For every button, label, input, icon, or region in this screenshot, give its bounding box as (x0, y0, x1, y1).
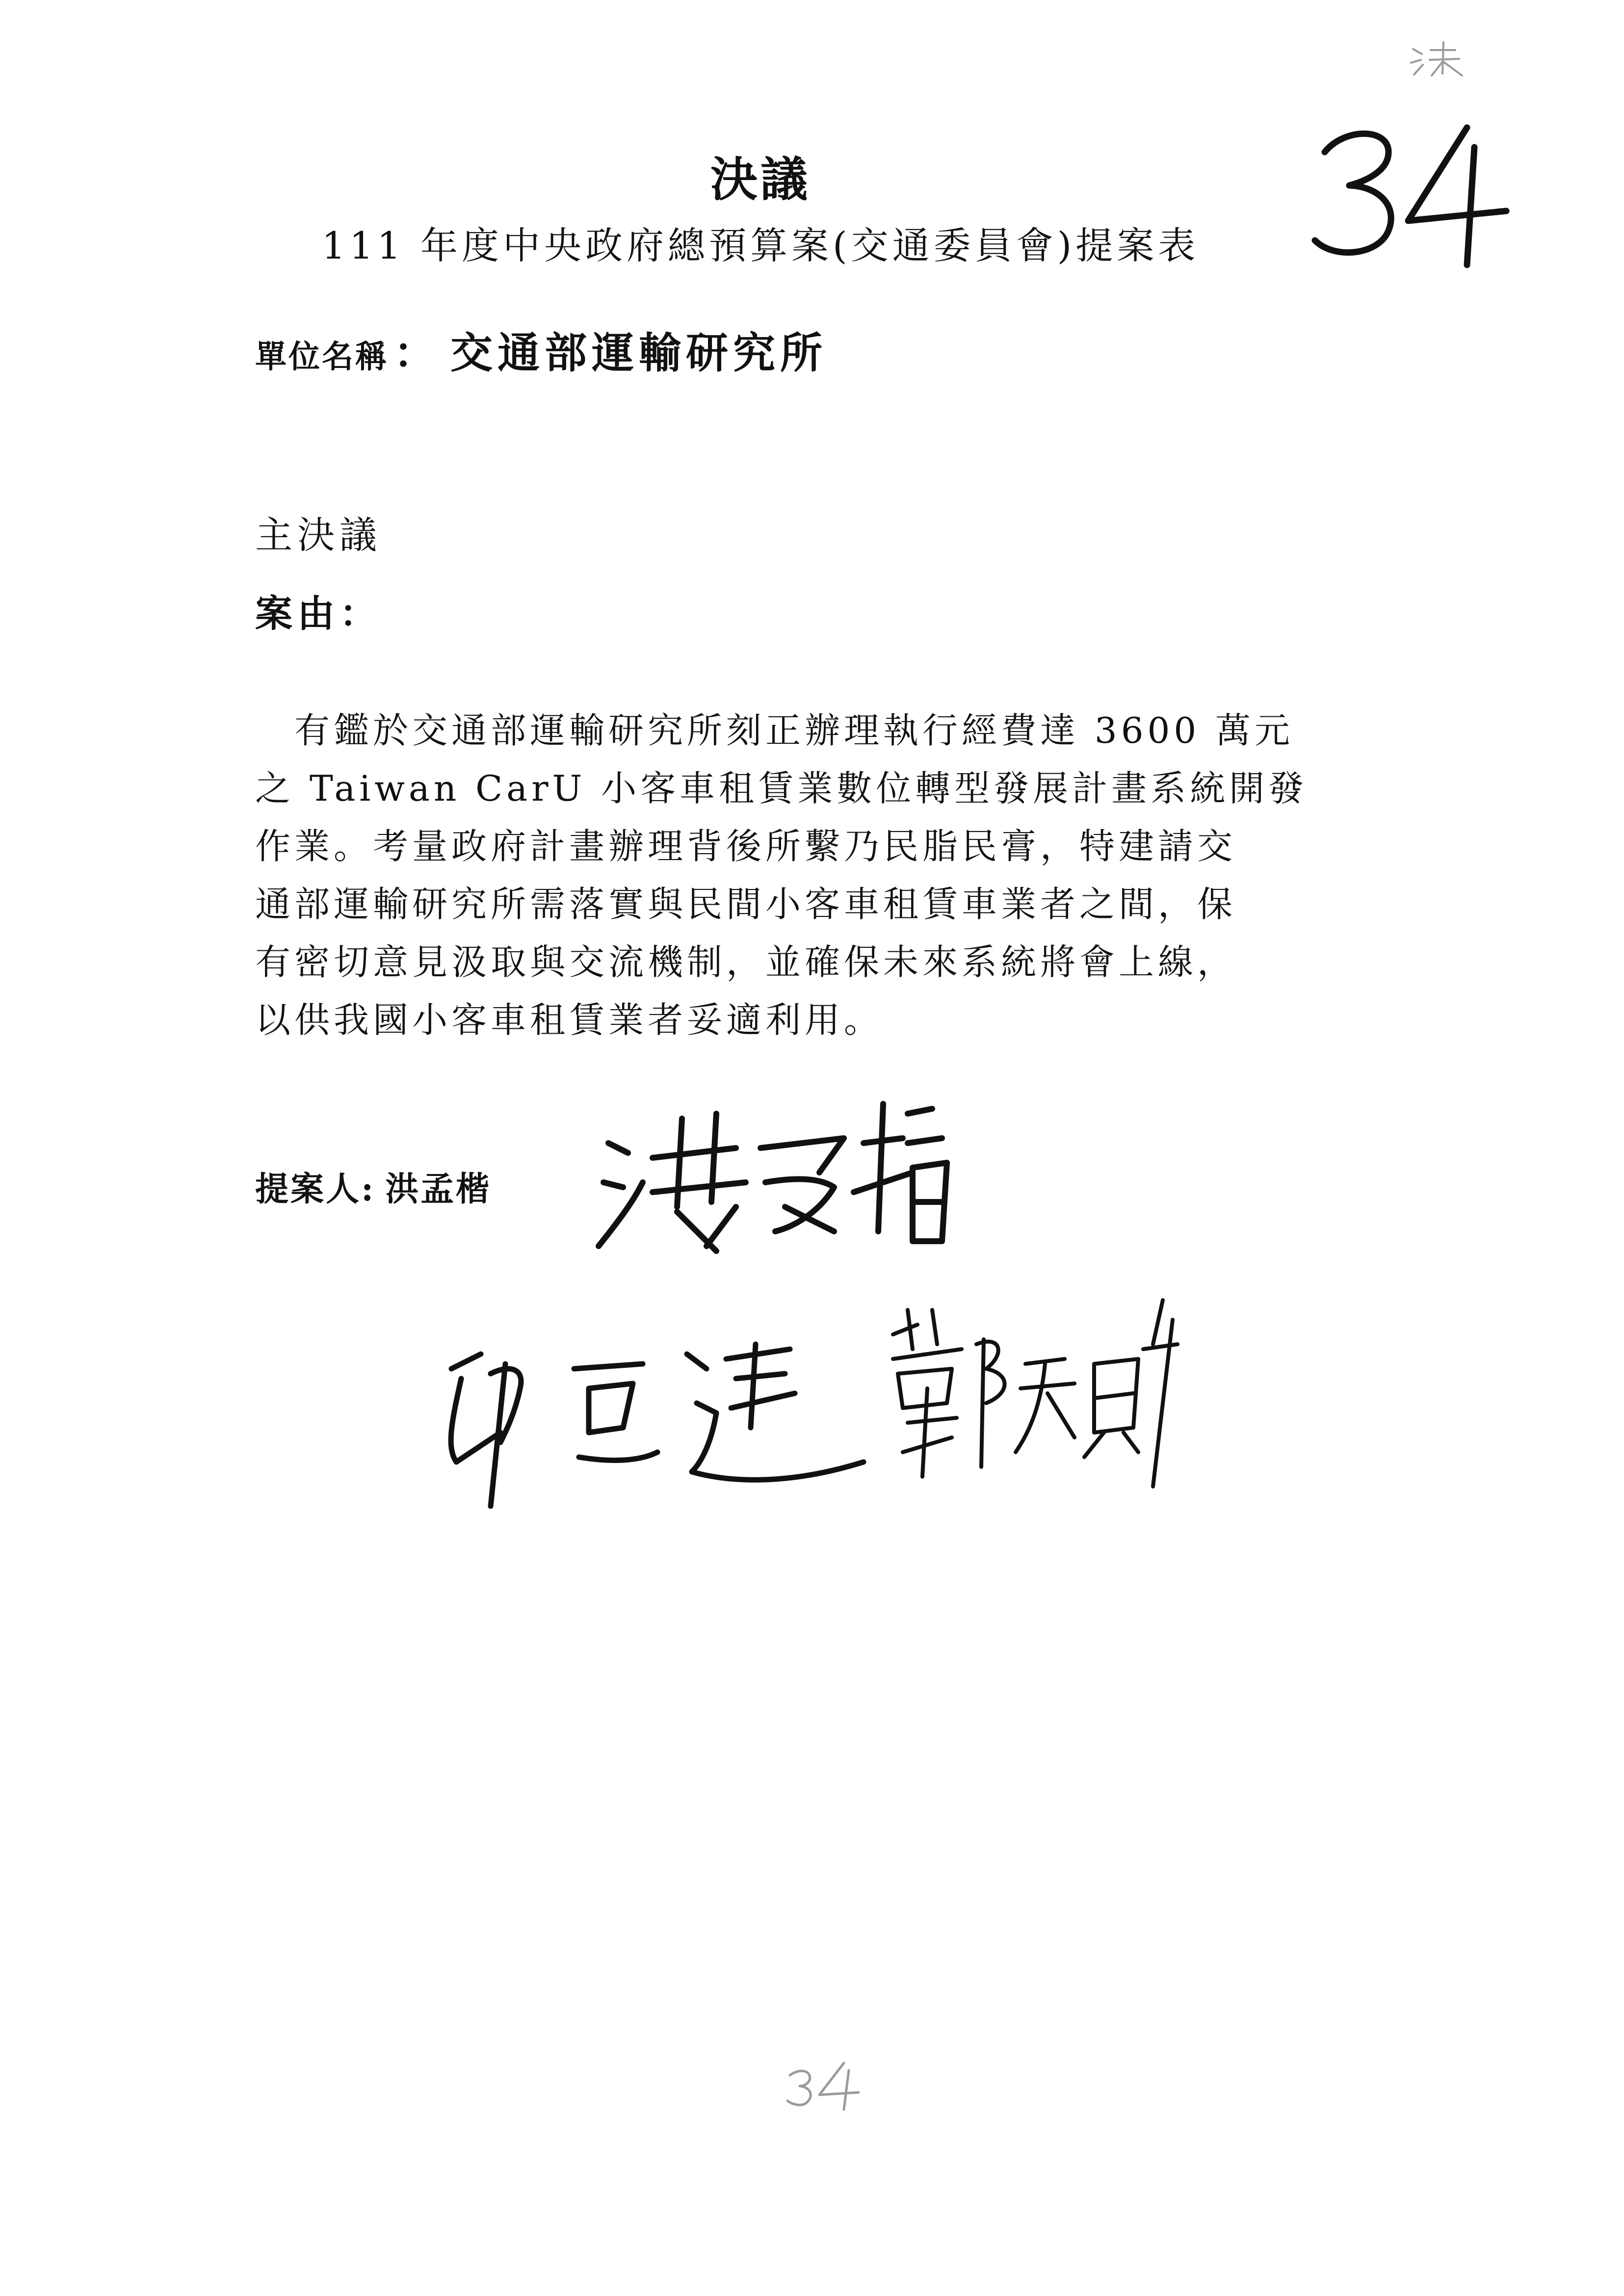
page-number-pencil (780, 2056, 878, 2114)
proposer-row (255, 1163, 491, 1210)
signature-qiu-chenyuan (432, 1315, 883, 1521)
reason-line: 作業。考量政府計畫辦理背後所繫乃民脂民膏，特建請交 (255, 826, 1237, 867)
reason-body (255, 702, 1393, 1049)
signature-zheng-tiancai (878, 1290, 1182, 1496)
unit-label: 單位名稱 (255, 339, 389, 375)
reason-line: 有鑑於交通部運輸研究所刻正辦理執行經費達 3600 萬元 (255, 710, 1294, 751)
proposer-label: 提案人: (255, 1170, 376, 1209)
proposer-name: 洪孟楷 (385, 1170, 492, 1209)
reason-line: 通部運輸研究所需落實與民間小客車租賃車業者之間，保 (255, 884, 1237, 925)
main-resolution-heading: 主決議 (255, 513, 382, 557)
unit-row (255, 319, 827, 380)
unit-value: 交通部運輸研究所 (450, 328, 827, 378)
corner-pencil-mark (1408, 39, 1467, 78)
reason-line: 之 Taiwan CarU 小客車租賃業數位轉型發展計畫系統開發 (255, 768, 1308, 809)
document-subtitle: 111 年度中央政府總預算案(交通委員會)提案表 (321, 224, 1200, 267)
unit-colon: ： (393, 328, 436, 378)
reason-line: 以供我國小客車租賃業者妥適利用。 (255, 999, 884, 1041)
document-title: 決議 (710, 152, 811, 207)
reason-label: 案由： (255, 592, 382, 635)
reason-line: 有密切意見汲取與交流機制，並確保未來系統將會上線， (255, 941, 1237, 983)
signature-hong-mengkai (589, 1084, 962, 1271)
